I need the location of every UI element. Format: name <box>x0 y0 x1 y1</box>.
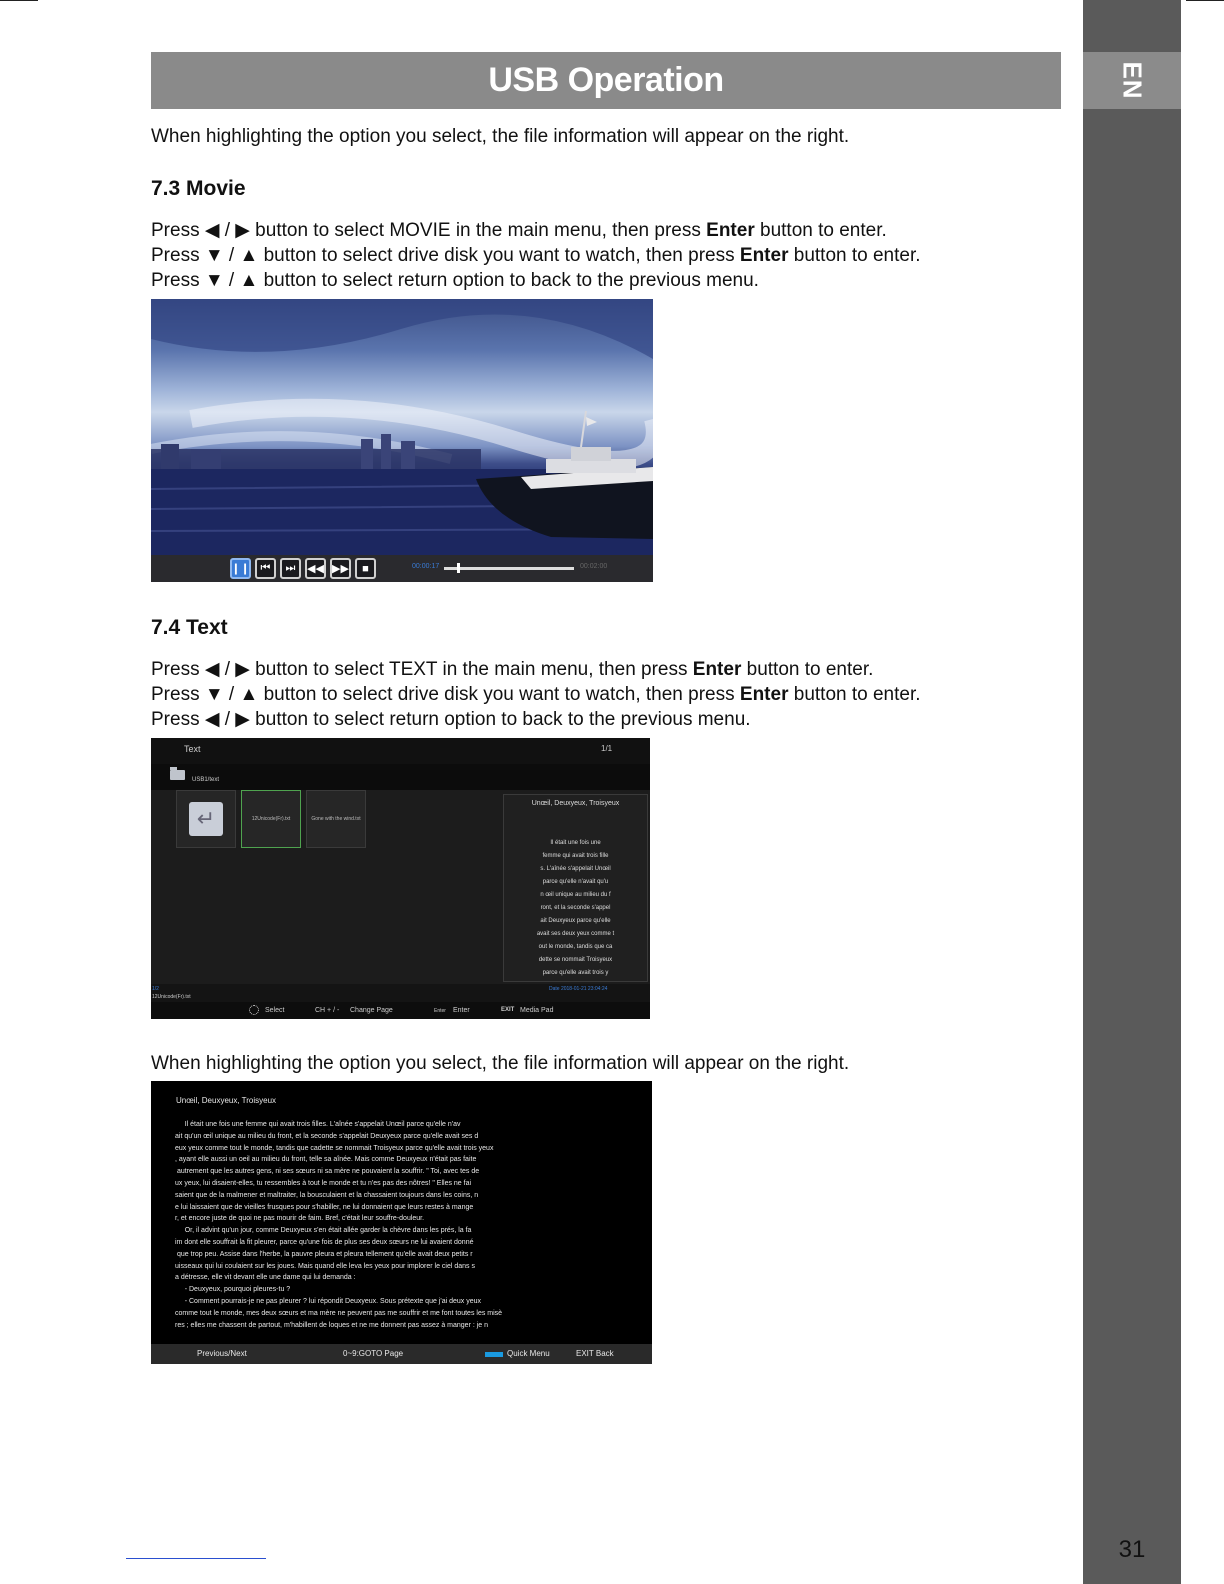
movie-player-screenshot <box>151 299 653 582</box>
player-control-bar <box>151 555 653 582</box>
text-reader-screenshot <box>151 1081 652 1364</box>
file-tile[interactable]: Gone with the wind.txt <box>306 790 366 848</box>
selected-file-name: 12Unicode(Fr).txt <box>152 994 191 1000</box>
page-title: USB Operation <box>488 61 724 99</box>
section-heading-movie: 7.3 Movie <box>151 177 246 200</box>
preview-title: Unœil, Deuxyeux, Troisyeux <box>531 800 620 807</box>
text-instruction-1: Press ◀ / ▶ button to select TEXT in the main menu, then press Enter button to enter. <box>151 659 874 680</box>
movie-instruction-2: Press ▼ / ▲ button to select drive disk you want to watch, then press Enter button to enter. <box>151 245 921 266</box>
file-info-bar <box>151 984 650 1002</box>
goto-page-hint: 0~9:GOTO Page <box>343 1349 404 1358</box>
previous-track-button[interactable]: ⏮ <box>255 558 276 579</box>
reader-body: Il était une fois une femme qui avait trois filles. L'aînée s'appelait Unœil parce qu'elle n'av ait qu'un œil unique au milieu du front, et la seconde s'appelait Deuxyeux parce qu'elle avait ses d eux yeux comme tout le monde, tandis que cadette se nommait Troisyeux parce qu'elle avait trois yeux , ayant elle aussi un oeil au milieu du front, telle sa aînée. Mais comme Deuxyeux n'était pas faite autrement que les autres gens, ni ses sœurs ni sa mère ne pouvaient la souffrir. " Toi, avec tes de ux yeux, lui disaient-elles, tu ressembles à tout le monde et tu n'es pas des nôtres! " Elles ne fai saient que de la malmener et maltraiter, la bousculaient et la chassaient toujours dans les coins, n e lui laissaient que de vieilles frusques pour s'habiller, ne lui donnaient que leurs restes à mange r, et encore juste de quoi ne pas mourir de faim. Bref, c'était leur souffre-douleur. Or, il advint qu'un jour, comme Deuxyeux s'en était allée garder la chèvre dans les prés, la fa im dont elle souffrait la fit pleurer, parce qu'une fois de plus ses deux sœurs ne lui avaient donné que trop peu. Assise dans l'herbe, la pauvre pleura et pleura tellement qu'elle avait deux petits r uisseaux qui lui coulaient sur les joues. Mais quand elle leva les yeux pour implorer le ciel dans s a détresse, elle vit devant elle une dame qui lui demanda : - Deuxyeux, pourquoi pleures-tu ? - Comment pourrais-je ne pas pleurer ? lui répondit Deuxyeux. Sous prétexte que j'ai deux yeux comme tout le monde, mes deux sœurs et ma mère ne peuvent pas me souffrir et me font toutes les misè res ; elles me chassent de partout, m'habillent de loques et ne me donnent pas assez à manger : je n <box>175 1121 503 1329</box>
fast-forward-button[interactable]: ▶▶ <box>330 558 351 579</box>
movie-instruction-1: Press ◀ / ▶ button to select MOVIE in the main menu, then press Enter button to enter. <box>151 220 887 241</box>
language-label: EN <box>1117 61 1148 100</box>
preview-line: n œil unique au milieu du f <box>540 892 611 898</box>
select-hint: Select <box>265 1007 285 1014</box>
movie-scene <box>151 299 653 555</box>
file-preview-panel <box>503 794 648 982</box>
language-tab <box>1083 52 1181 109</box>
enter-key-label: Enter <box>434 1008 446 1014</box>
preview-line: ait Deuxyeux parce qu'elle <box>540 918 611 924</box>
browser-path-bar <box>151 764 650 790</box>
preview-line: femme qui avait trois fille <box>542 853 609 859</box>
preview-line: parce qu'elle n'avait qu'u <box>542 879 609 885</box>
progress-track[interactable] <box>444 567 574 570</box>
preview-line: s. L'aînée s'appelait Unœil <box>540 866 611 872</box>
preview-line: dette se nommait Troisyeux <box>538 957 613 963</box>
next-track-button[interactable]: ⏭ <box>280 558 301 579</box>
movie-instruction-3: Press ▼ / ▲ button to select return option to back to the previous menu. <box>151 270 759 291</box>
crop-mark <box>1186 0 1224 1</box>
quick-menu-hint: Quick Menu <box>507 1349 550 1358</box>
text-instruction-2: Press ▼ / ▲ button to select drive disk you want to watch, then press Enter button to enter. <box>151 684 921 705</box>
browser-path: USB1/text <box>192 777 220 783</box>
media-pad-hint: Media Pad <box>520 1007 554 1014</box>
rewind-button[interactable]: ◀◀ <box>305 558 326 579</box>
text-browser-screenshot <box>151 738 650 1019</box>
navigation-pad-icon <box>249 1005 259 1015</box>
preview-line: out le monde, tandis que ca <box>538 944 613 950</box>
exit-back-hint: EXIT Back <box>576 1349 614 1358</box>
page-header <box>151 52 1061 109</box>
page-number: 31 <box>1118 1536 1146 1563</box>
current-time: 00:00:17 <box>412 563 440 570</box>
sidebar <box>1083 0 1181 1584</box>
exit-key-label: EXIT <box>501 1007 515 1013</box>
preview-line: Il était une fois une <box>550 840 601 846</box>
prev-next-hint: Previous/Next <box>197 1349 247 1358</box>
footer-link-underline <box>126 1558 266 1559</box>
blue-key-icon <box>485 1352 503 1357</box>
file-tile[interactable]: 12Unicode(Fr).txt <box>241 790 301 848</box>
preview-line: ront, et la seconde s'appel <box>540 905 611 911</box>
stop-button[interactable]: ■ <box>355 558 376 579</box>
reader-title: Unœil, Deuxyeux, Troisyeux <box>176 1096 277 1105</box>
crop-mark <box>0 0 38 1</box>
return-icon: ↵ <box>189 802 223 836</box>
preview-line: parce qu'elle avait trois y <box>542 970 609 976</box>
browser-title: Text <box>184 744 201 754</box>
folder-icon <box>170 770 185 780</box>
browser-page-count: 1/1 <box>601 744 613 753</box>
browser-title-bar <box>151 738 650 764</box>
browser-footer <box>151 1002 650 1019</box>
reader-footer <box>151 1344 652 1364</box>
enter-hint: Enter <box>453 1007 470 1014</box>
intro-text: When highlighting the option you select, the file information will appear on the right. <box>151 126 850 147</box>
return-tile[interactable] <box>176 790 236 848</box>
ch-key-hint: CH + / - <box>315 1007 340 1014</box>
change-page-hint: Change Page <box>350 1007 393 1014</box>
total-time: 00:02:00 <box>580 563 608 570</box>
reader-intro-text: When highlighting the option you select, the file information will appear on the right. <box>151 1053 850 1074</box>
text-instruction-3: Press ◀ / ▶ button to select return option to back to the previous menu. <box>151 709 751 730</box>
section-heading-text: 7.4 Text <box>151 616 228 639</box>
file-index: 1/2 <box>152 986 159 992</box>
file-date: Date 2018-01-21 23:04:24 <box>549 986 608 992</box>
preview-line: avait ses deux yeux comme t <box>536 931 615 937</box>
pause-button[interactable]: ❙❙ <box>230 558 251 579</box>
progress-knob[interactable] <box>457 563 460 573</box>
